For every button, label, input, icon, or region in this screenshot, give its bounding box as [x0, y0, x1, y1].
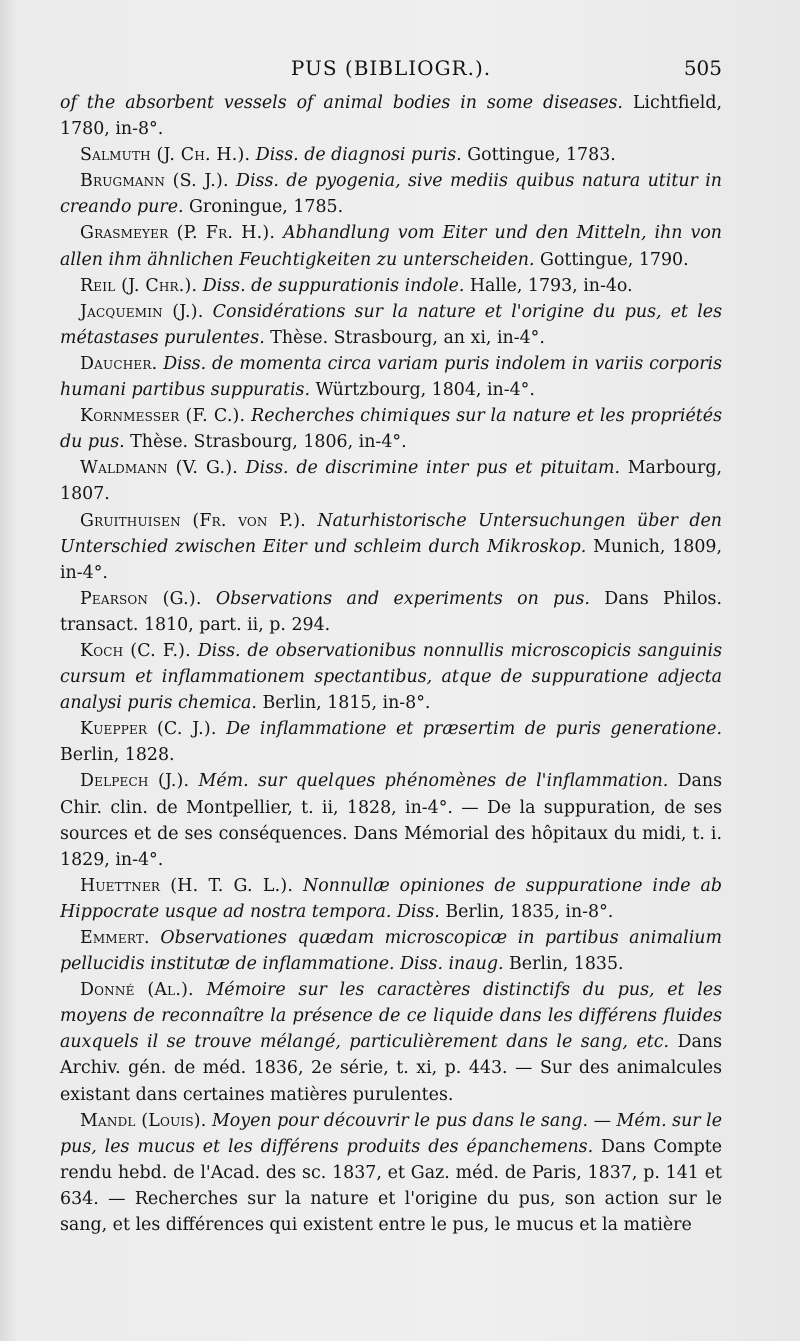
entry-title: Mém. sur quelques phénomènes de l'inflammation. — [189, 771, 669, 792]
entry-details: Gottingue, 1790. — [534, 249, 689, 270]
entry-details: Gottingue, 1783. — [461, 145, 616, 166]
bibliography-entry — [60, 586, 722, 638]
entry-details: Dans Compte rendu hebd. de l'Acad. des sc. 1837, et Gaz. méd. de Paris, 1837, p. 141 et 634. — Recherches sur la nature et l'origine du pus, son action sur le sang, et les différences qui existent entre le pus, le mucus et la matière — [60, 1136, 723, 1236]
entry-title: Recherches chimiques sur la nature et les propriétés du pus. — [60, 406, 722, 453]
bibliography-entry — [60, 455, 722, 507]
entry-title: Diss. de diagnosi puris. — [250, 145, 462, 166]
entry-title: Moyen pour découvrir le pus dans le sang. — Mém. sur le pus, les mucus et les différens produits des épanchemens. — [60, 1110, 723, 1157]
entry-author: Salmuth (J. Ch. H.). — [80, 145, 251, 166]
bibliography-entry — [60, 638, 722, 716]
entry-author: Pearson (G.). — [80, 588, 202, 609]
entry-details: Berlin, 1828. — [60, 745, 175, 766]
bibliography-entry — [60, 273, 722, 299]
entry-details: Dans Archiv. gén. de méd. 1836, 2e série, t. xi, p. 443. — Sur des animalcules existant dans certaines matières purulentes. — [60, 1032, 722, 1105]
entry-details: Berlin, 1815, in-8°. — [256, 693, 431, 714]
entry-author: Brugmann (S. J.). — [80, 171, 229, 192]
entry-details: Thèse. Strasbourg, 1806, in-4°. — [124, 432, 407, 453]
entry-author: Huettner (H. T. G. L.). — [80, 875, 294, 896]
entry-title: Observations and experiments on pus. — [201, 588, 590, 609]
entry-author: Gruithuisen (Fr. von P.). — [80, 510, 307, 531]
entry-author: Waldmann (V. G.). — [80, 458, 238, 479]
bibliography-entry — [60, 977, 722, 1107]
bibliography-entry — [60, 142, 722, 168]
entry-title: Diss. de suppurationis indole. — [197, 275, 465, 296]
entry-author: Kuepper (C. J.). — [80, 719, 217, 740]
entry-title: Diss. de pyogenia, sive mediis quibus natura utitur in creando pure. — [60, 171, 722, 218]
entry-details: Munich, 1809, in-4°. — [60, 536, 722, 583]
bibliography-entry — [60, 768, 722, 872]
entry-details: Berlin, 1835, in-8°. — [439, 901, 614, 922]
bibliography-entry — [60, 351, 722, 403]
entry-details: Würtzbourg, 1804, in-4°. — [309, 380, 535, 401]
entry-title: Observationes quædam microscopicæ in partibus animalium pellucidis institutæ de inflammatione. Diss. inaug. — [60, 928, 722, 975]
entry-title: Diss. de observationibus nonnullis microscopicis sanguinis cursum et inflammationem spectantibus, atque de suppuratione adjecta analysi puris chemica. — [60, 640, 722, 714]
entry-details: Groningue, 1785. — [183, 197, 344, 218]
bibliography-entry — [60, 508, 722, 586]
entry-title: Mémoire sur les caractères distinctifs du pus, et les moyens de reconnaître la présence de ce liquide dans les différens fluides auxquels il se trouve mélangé, particulièrement dans le sang, etc. — [60, 980, 723, 1053]
entry-title: Nonnullæ opiniones de suppuratione inde ab Hippocrate usque ad nostra tempora. Diss. — [60, 875, 723, 922]
bibliography-entry — [60, 873, 722, 925]
entry-author: Daucher. — [80, 353, 158, 374]
entry-details: Marbourg, 1807. — [60, 458, 723, 505]
bibliography-entry — [60, 925, 722, 977]
bibliography-entry — [60, 716, 722, 768]
entry-title: Diss. de discrimine inter pus et pituitam. — [237, 458, 620, 479]
entry-details: Halle, 1793, in-4o. — [464, 275, 633, 296]
entry-title: Naturhistorische Untersuchungen über den Unterschied zwischen Eiter und schleim durch Mikroskop. — [60, 510, 722, 557]
entry-author: Donné (Al.). — [80, 980, 194, 1001]
bibliography-entry — [60, 403, 722, 455]
entry-author: Mandl (Louis). — [80, 1110, 207, 1131]
entry-author: Grasmeyer (P. Fr. H.). — [80, 223, 276, 244]
bibliography-list — [60, 90, 722, 1238]
entry-details: Dans Philos. transact. 1810, part. ii, p. 294. — [60, 588, 722, 635]
page-number: 505 — [683, 56, 722, 80]
entry-details: Thèse. Strasbourg, an xi, in-4°. — [264, 327, 545, 348]
entry-author: Reil (J. Chr.). — [80, 275, 198, 296]
entry-author: Koch (C. F.). — [80, 640, 191, 661]
entry-title: De inflammatione et præsertim de puris generatione. — [216, 719, 723, 740]
running-header — [60, 56, 722, 86]
entry-title: Abhandlung vom Eiter und den Mitteln, ihn von allen ihm ähnlichen Feuchtigkeiten zu unterscheiden. — [60, 223, 722, 270]
entry-title: Diss. de momenta circa variam puris indolem in variis corporis humani partibus suppuratis. — [60, 353, 722, 401]
bibliography-entry — [60, 220, 722, 272]
entry-details: Dans Chir. clin. de Montpellier, t. ii, 1828, in-4°. — De la suppuration, de ses sources et de ses conséquences. Dans Mémorial des hôpitaux du midi, t. i. 1829, in-4°. — [60, 771, 723, 870]
bibliography-entry — [60, 90, 722, 142]
running-title: PUS (BIBLIOGR.). — [290, 56, 492, 80]
bibliography-entry — [60, 168, 722, 220]
entry-author: Jacquemin (J.). — [80, 301, 204, 322]
entry-author: Emmert. — [80, 928, 150, 948]
entry-details: Berlin, 1835. — [503, 954, 624, 975]
bibliography-entry — [60, 299, 722, 351]
bibliography-entry — [60, 1108, 722, 1238]
entry-details: Lichtfield, 1780, in-8°. — [60, 93, 722, 140]
entry-title: of the absorbent vessels of animal bodies in some diseases. — [60, 93, 623, 113]
entry-author: Kornmesser (F. C.). — [80, 406, 246, 427]
entry-title: Considérations sur la nature et l'origine du pus, et les métastases purulentes. — [60, 301, 722, 348]
entry-author: Delpech (J.). — [80, 771, 190, 792]
